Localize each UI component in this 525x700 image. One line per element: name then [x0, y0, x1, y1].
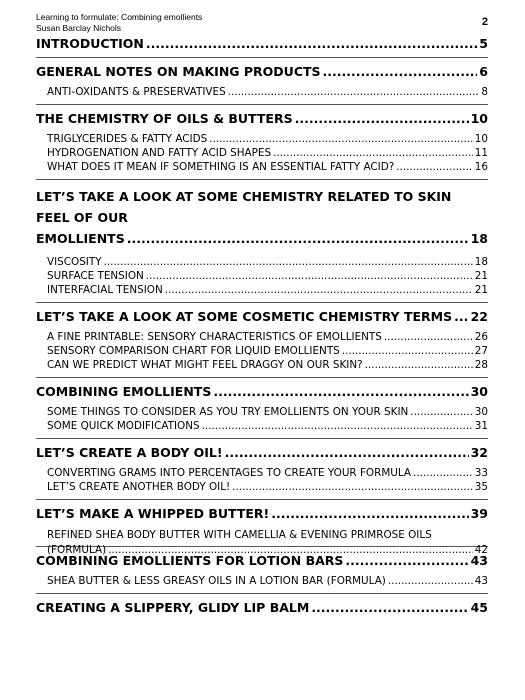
section-divider — [36, 104, 488, 105]
toc-entry-row — [36, 111, 488, 127]
toc-entry-title: CAN WE PREDICT WHAT MIGHT FEEL DRAGGY ON OUR SKIN? — [47, 359, 363, 371]
section-divider — [36, 302, 488, 303]
toc-entry-title: A FINE PRINTABLE: SENSORY CHARACTERISTICS OF EMOLLIENTS — [47, 331, 382, 343]
toc-subheading-entry[interactable] — [36, 405, 488, 419]
toc-heading-entry[interactable] — [36, 553, 488, 569]
toc-page-number: 22 — [470, 309, 488, 324]
toc-subheading-entry[interactable] — [36, 330, 488, 344]
toc-entry-row — [47, 358, 488, 372]
toc-entry-row — [36, 309, 488, 325]
toc-page-number: 28 — [474, 359, 488, 371]
toc-entry-title: SURFACE TENSION — [47, 270, 144, 282]
toc-entry-row — [36, 64, 488, 80]
toc-entry-row — [47, 330, 488, 344]
toc-entry-row — [47, 419, 488, 433]
toc-entry-title: SOME THINGS TO CONSIDER AS YOU TRY EMOLLIENTS ON YOUR SKIN — [47, 406, 409, 418]
leader-dots — [273, 146, 473, 160]
toc-page-number: 8 — [481, 86, 488, 98]
page-number: 2 — [481, 16, 488, 28]
section-divider — [36, 57, 488, 58]
toc-subheading-entry[interactable] — [36, 574, 488, 588]
toc-subheading-entry[interactable] — [36, 85, 488, 99]
toc-entry-row — [36, 506, 488, 522]
toc-entry-row — [47, 283, 488, 297]
toc-entry-row — [36, 553, 488, 569]
section-divider — [36, 499, 488, 500]
toc-entry-title: LET’S TAKE A LOOK AT SOME COSMETIC CHEMISTRY TERMS — [36, 309, 453, 324]
table-of-contents — [36, 36, 488, 618]
toc-page-number: 43 — [470, 553, 488, 568]
leader-dots — [388, 574, 473, 588]
leader-dots — [232, 480, 473, 494]
toc-entry-title-continued: EMOLLIENTS — [36, 231, 125, 246]
toc-page-number: 42 — [474, 544, 488, 556]
leader-dots — [127, 228, 469, 250]
leader-dots — [104, 255, 473, 269]
section-divider — [36, 377, 488, 378]
leader-dots — [146, 269, 473, 283]
toc-entry-title: ANTI-OXIDANTS & PRESERVATIVES — [47, 86, 226, 98]
toc-subheading-entry[interactable] — [36, 344, 488, 358]
section-divider — [36, 179, 488, 180]
leader-dots — [165, 283, 473, 297]
leader-dots — [209, 132, 473, 146]
leader-dots — [213, 384, 468, 400]
toc-entry-title: HYDROGENATION AND FATTY ACID SHAPES — [47, 147, 272, 159]
toc-subheading-entry[interactable] — [36, 527, 488, 556]
document-title: Learning to formulate: Combining emollients — [36, 12, 203, 22]
toc-page-number: 32 — [470, 445, 488, 460]
leader-dots — [202, 419, 473, 433]
section-divider — [36, 593, 488, 594]
toc-page-number: 6 — [479, 64, 488, 79]
leader-dots — [342, 344, 473, 358]
toc-page-number: 11 — [474, 147, 488, 159]
toc-entry-title-continued: (FORMULA) — [47, 544, 107, 556]
toc-entry-row — [36, 600, 488, 616]
toc-page-number: 35 — [474, 481, 488, 493]
leader-dots — [146, 36, 477, 52]
toc-heading-entry[interactable] — [36, 111, 488, 127]
toc-entry-row — [47, 146, 488, 160]
toc-page-number: 18 — [470, 231, 488, 246]
toc-entry-title: CONVERTING GRAMS INTO PERCENTAGES TO CREATE YOUR FORMULA — [47, 467, 412, 479]
toc-entry-title: LET’S CREATE ANOTHER BODY OIL! — [47, 481, 231, 493]
toc-page-number: 21 — [474, 284, 488, 296]
toc-page-number: 45 — [470, 600, 488, 615]
toc-page-number: 31 — [474, 420, 488, 432]
toc-heading-entry[interactable] — [36, 36, 488, 52]
toc-entry-title: LET’S CREATE A BODY OIL! — [36, 445, 223, 460]
leader-dots — [323, 64, 478, 80]
toc-entry-row — [47, 132, 488, 146]
toc-heading-entry[interactable] — [36, 186, 488, 250]
toc-subheading-entry[interactable] — [36, 466, 488, 480]
toc-page-number: 16 — [474, 161, 488, 173]
leader-dots — [295, 111, 469, 127]
toc-entry-row — [47, 344, 488, 358]
toc-entry-title: COMBINING EMOLLIENTS FOR LOTION BARS — [36, 553, 344, 568]
toc-entry-title: SOME QUICK MODIFICATIONS — [47, 420, 200, 432]
toc-page-number: 27 — [474, 345, 488, 357]
toc-entry-row — [47, 405, 488, 419]
toc-entry-row — [47, 466, 488, 480]
toc-subheading-entry[interactable] — [36, 283, 488, 297]
toc-page-number: 30 — [470, 384, 488, 399]
toc-entry-title: WHAT DOES IT MEAN IF SOMETHING IS AN ESSENTIAL FATTY ACID? — [47, 161, 395, 173]
leader-dots — [311, 600, 468, 616]
toc-entry-row — [47, 255, 488, 269]
toc-page-number: 5 — [479, 36, 488, 51]
toc-page-number: 26 — [474, 331, 488, 343]
leader-dots — [454, 309, 469, 325]
toc-entry-title: GENERAL NOTES ON MAKING PRODUCTS — [36, 64, 321, 79]
toc-entry-title: THE CHEMISTRY OF OILS & BUTTERS — [36, 111, 293, 126]
toc-subheading-entry[interactable] — [36, 358, 488, 372]
leader-dots — [384, 330, 473, 344]
toc-subheading-entry[interactable] — [36, 419, 488, 433]
toc-entry-row — [36, 384, 488, 400]
toc-entry-title: COMBINING EMOLLIENTS — [36, 384, 212, 399]
toc-entry-row — [47, 269, 488, 283]
leader-dots — [413, 466, 473, 480]
author-name: Susan Barclay Nichols — [36, 23, 122, 33]
leader-dots — [365, 358, 473, 372]
toc-entry-row — [36, 445, 488, 461]
leader-dots — [396, 160, 473, 174]
toc-page-number: 10 — [470, 111, 488, 126]
toc-entry-title: CREATING A SLIPPERY, GLIDY LIP BALM — [36, 600, 310, 615]
toc-page-number: 10 — [474, 133, 488, 145]
toc-page-number: 30 — [474, 406, 488, 418]
leader-dots — [345, 553, 468, 569]
leader-dots — [271, 506, 468, 522]
leader-dots — [410, 405, 472, 419]
toc-entry-title: INTERFACIAL TENSION — [47, 284, 163, 296]
toc-heading-entry[interactable] — [36, 384, 488, 400]
toc-entry-title: REFINED SHEA BODY BUTTER WITH CAMELLIA & EVENING PRIMROSE OILS — [47, 529, 432, 541]
toc-entry-title: LET’S MAKE A WHIPPED BUTTER! — [36, 506, 270, 521]
leader-dots — [228, 85, 480, 99]
toc-entry-title: LET’S TAKE A LOOK AT SOME CHEMISTRY RELATED TO SKIN FEEL OF OUR — [36, 189, 452, 225]
toc-entry-title: TRIGLYCERIDES & FATTY ACIDS — [47, 133, 208, 145]
toc-entry-row — [36, 36, 488, 52]
toc-entry-title: VISCOSITY — [47, 256, 102, 268]
toc-entry-row — [47, 160, 488, 174]
toc-subheading-entry[interactable] — [36, 269, 488, 283]
toc-entry-row — [47, 574, 488, 588]
leader-dots — [225, 445, 469, 461]
toc-subheading-entry[interactable] — [36, 132, 488, 146]
toc-subheading-entry[interactable] — [36, 146, 488, 160]
toc-entry-title: INTRODUCTION — [36, 36, 144, 51]
toc-page-number: 39 — [470, 506, 488, 521]
toc-subheading-entry[interactable] — [36, 160, 488, 174]
toc-subheading-entry[interactable] — [36, 480, 488, 494]
toc-page-number: 43 — [474, 575, 488, 587]
toc-heading-entry[interactable] — [36, 445, 488, 461]
toc-heading-entry[interactable] — [36, 600, 488, 616]
toc-entry-row — [47, 85, 488, 99]
section-divider — [36, 438, 488, 439]
toc-entry-title: SENSORY COMPARISON CHART FOR LIQUID EMOLLIENTS — [47, 345, 340, 357]
toc-entry-row — [36, 228, 488, 250]
toc-heading-entry[interactable] — [36, 506, 488, 522]
toc-heading-entry[interactable] — [36, 64, 488, 80]
toc-subheading-entry[interactable] — [36, 255, 488, 269]
toc-page-number: 21 — [474, 270, 488, 282]
toc-entry-title: SHEA BUTTER & LESS GREASY OILS IN A LOTION BAR (FORMULA) — [47, 575, 386, 587]
toc-entry-row — [47, 480, 488, 494]
toc-heading-entry[interactable] — [36, 309, 488, 325]
toc-page-number: 18 — [474, 256, 488, 268]
toc-page-number: 33 — [474, 467, 488, 479]
